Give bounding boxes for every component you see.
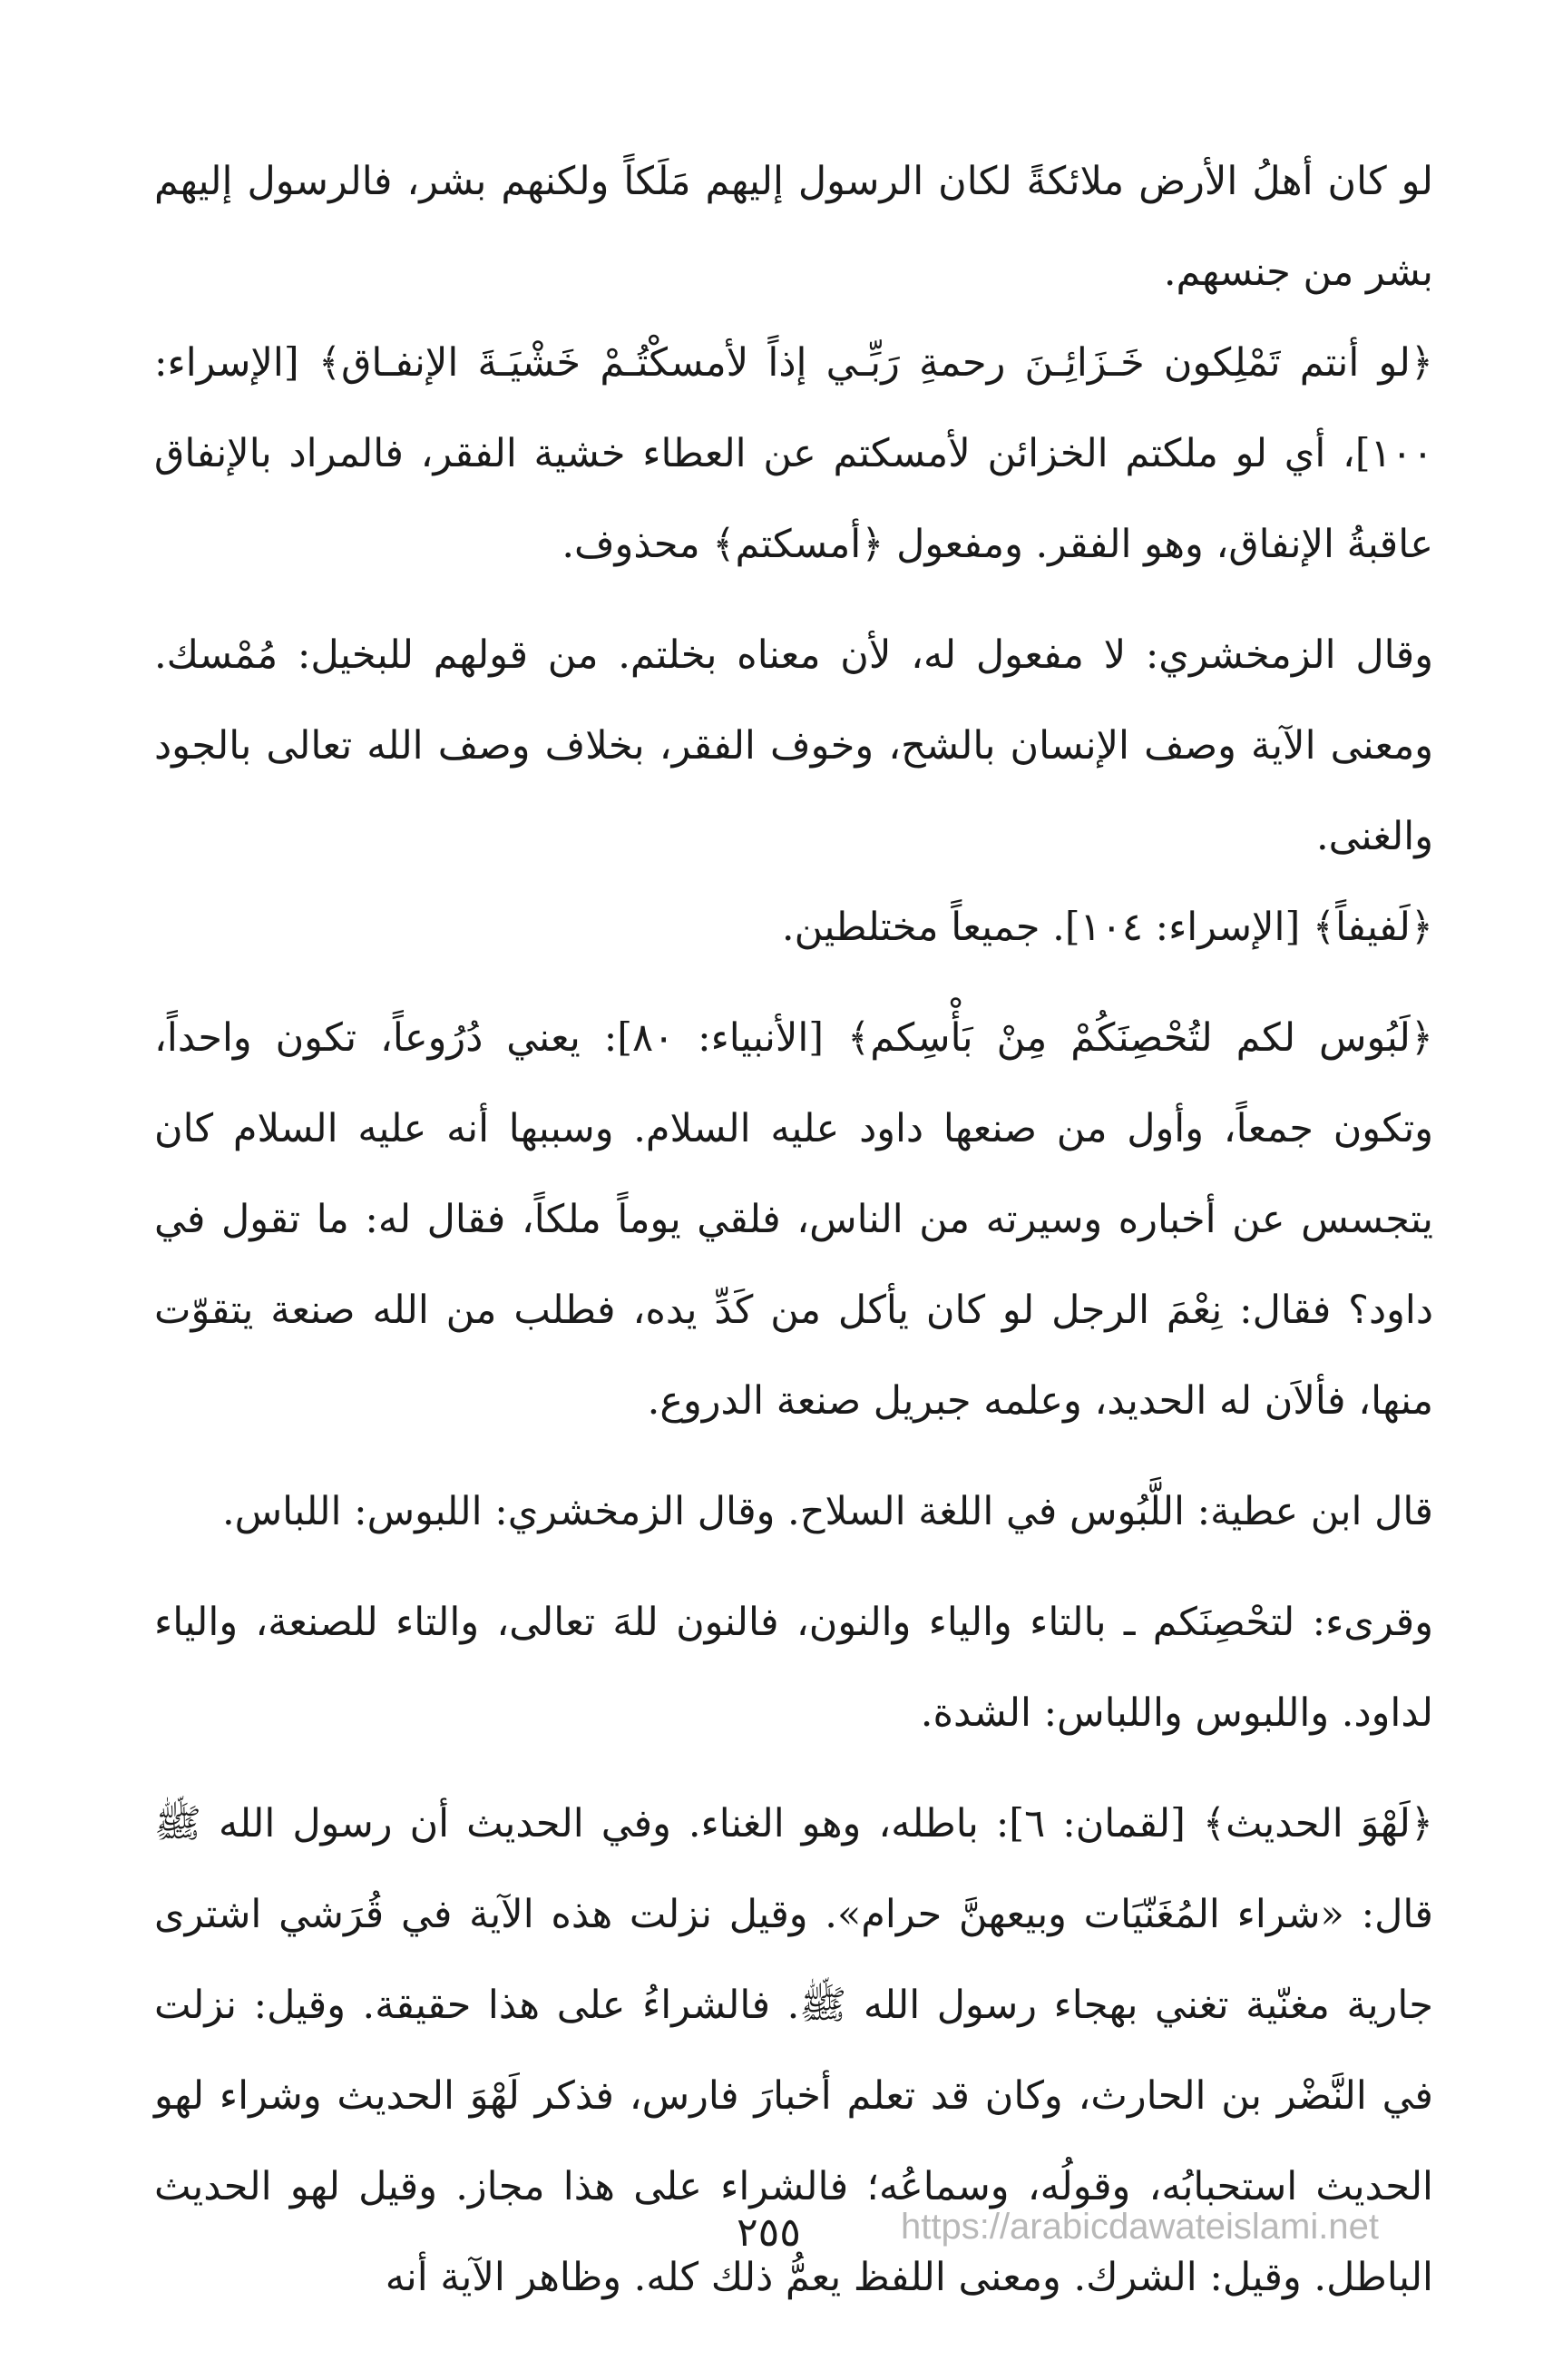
paragraph-3: وقال الزمخشري: لا مفعول له، لأن معناه بخلتم. من قولهم للبخيل: مُمْسك. ومعنى الآية وصف الإنسان بالشح، وخوف الفقر، بخلاف وصف الله تعالى بالجود والغنى. <box>154 632 1433 859</box>
page-body <box>154 136 1433 2323</box>
paragraph-5: ﴿لَبُوس لكم لتُحْصِنَكُمْ مِنْ بَأْسِكم﴾ [الأنبياء: ٨٠]: يعني دُرُوعاً، تكون واحداً، وتكون جمعاً، وأول من صنعها داود عليه السلام. وسببها أنه عليه السلام كان يتجسس عن أخباره وسيرته من الناس، فلقي يوماً ملكاً، فقال له: ما تقول في داود؟ فقال: نِعْمَ الرجل لو كان يأكل من كَدِّ يده، فطلب من الله صنعة يتقوّت منها، فألاَن له الحديد، وعلمه جبريل صنعة الدروع. <box>154 1015 1433 1424</box>
paragraph-8: ﴿لَهْوَ الحديث﴾ [لقمان: ٦]: باطله، وهو الغناء. وفي الحديث أن رسول الله ﷺ قال: «شراء المُغَنّيَات وبيعهنَّ حرام». وقيل نزلت هذه الآية في قُرَشي اشترى جارية مغنّية تغني بهجاء رسول الله ﷺ. فالشراءُ على هذا حقيقة. وقيل: نزلت في النَّضْر بن الحارث، وكان قد تعلم أخبارَ فارس، فذكر لَهْوَ الحديث وشراء لهو الحديث استحبابُه، وقولُه، وسماعُه؛ فالشراء على هذا مجاز. وقيل لهو الحديث الباطل. وقيل: الشرك. ومعنى اللفظ يعمُّ ذلك كله. وظاهر الآية أنه <box>154 1801 1433 2300</box>
paragraph-2: ﴿لو أنتم تَمْلِكون خَـزَائِـنَ رحمةِ رَبِّـي إذاً لأمسكْتُـمْ خَشْيَـةَ الإنفـاق﴾ [الإسراء: ١٠٠]، أي لو ملكتم الخزائن لأمسكتم عن العطاء خشية الفقر، فالمراد بالإنفاق عاقبةُ الإنفاق، وهو الفقر. ومفعول ﴿أمسكتم﴾ محذوف. <box>154 340 1433 567</box>
paragraph-6: قال ابن عطية: اللَّبُوس في اللغة السلاح. وقال الزمخشري: اللبوس: اللباس. <box>221 1489 1433 1534</box>
paragraph-7: وقرىء: لتحْصِنَكم ـ بالتاء والياء والنون، فالنون للهَ تعالى، والتاء للصنعة، والياء لداود. واللبوس واللباس: الشدة. <box>154 1600 1433 1736</box>
paragraph-1: لو كان أهلُ الأرض ملائكةً لكان الرسول إليهم مَلَكاً ولكنهم بشر، فالرسول إليهم بشر من جنسهم. <box>154 159 1433 295</box>
page-number: ٢٥٥ <box>737 2209 801 2256</box>
paragraph-4: ﴿لَفيفاً﴾ [الإسراء: ١٠٤]. جميعاً مختلطين. <box>781 905 1433 950</box>
watermark-url: https://arabicdawateislami.net <box>901 2207 1379 2247</box>
